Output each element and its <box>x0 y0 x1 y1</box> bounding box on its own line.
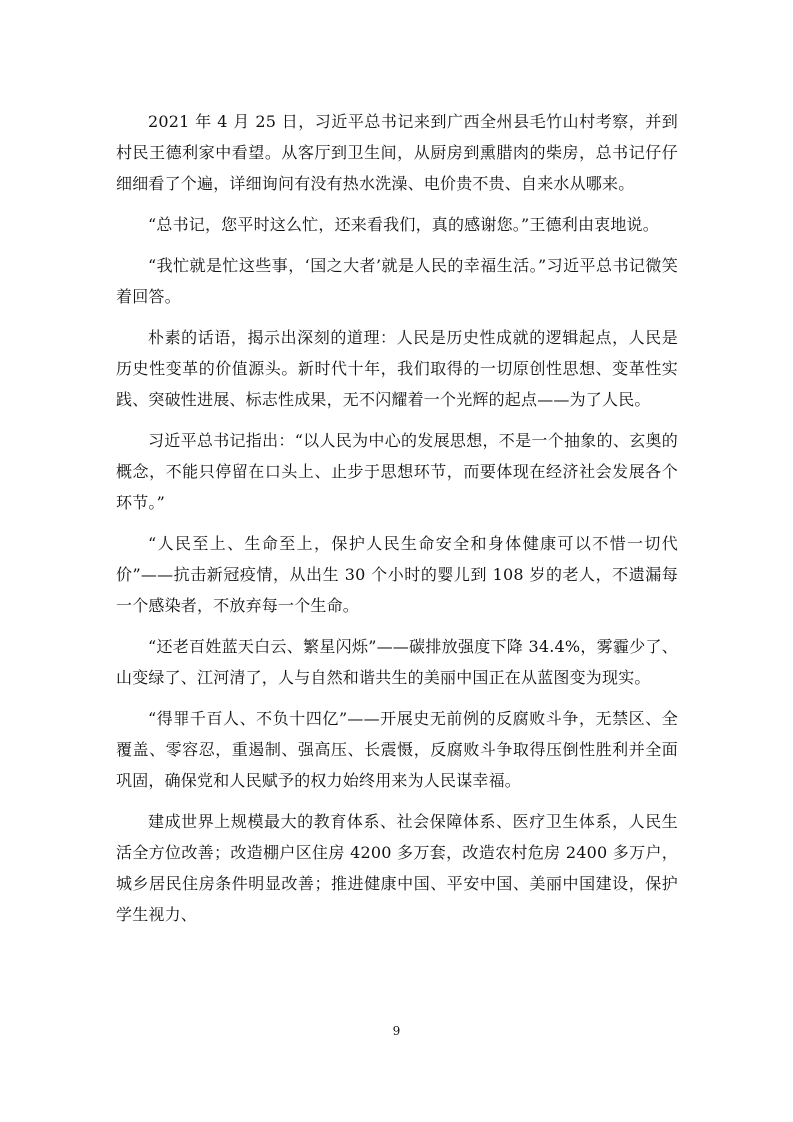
paragraph-7: “还老百姓蓝天白云、繁星闪烁”——碳排放强度下降 34.4%，雾霾少了、山变绿了、江河清了，人与自然和谐共生的美丽中国正在从蓝图变为现实。 <box>116 637 678 687</box>
paragraph-6: “人民至上、生命至上，保护人民生命安全和身体健康可以不惜一切代价”——抗击新冠疫情，从出生 30 个小时的婴儿到 108 岁的老人，不遗漏每一个感染者，不放弃每一个生命。 <box>116 534 678 615</box>
body-text <box>116 106 678 940</box>
paragraph-2: “总书记，您平时这么忙，还来看我们，真的感谢您。”王德利由衷地说。 <box>148 215 659 234</box>
paragraph-9: 建成世界上规模最大的教育体系、社会保障体系、医疗卫生体系，人民生活全方位改善；改造棚户区住房 4200 多万套，改造农村危房 2400 多万户，城乡居民住房条件明显改善；推进健康中国、平安中国、美丽中国建设，保护学生视力、 <box>116 812 678 924</box>
paragraph-1: 2021 年 4 月 25 日，习近平总书记来到广西全州县毛竹山村考察，并到村民王德利家中看望。从客厅到卫生间，从厨房到熏腊肉的柴房，总书记仔仔细细看了个遍，详细询问有没有热水洗澡、电价贵不贵、自来水从哪来。 <box>116 112 678 193</box>
paragraph-8: “得罪千百人、不负十四亿”——开展史无前例的反腐败斗争，无禁区、全覆盖、零容忍，重遏制、强高压、长震慑，反腐败斗争取得压倒性胜利并全面巩固，确保党和人民赋予的权力始终用来为人民谋幸福。 <box>116 709 678 790</box>
paragraph-5: 习近平总书记指出：“以人民为中心的发展思想，不是一个抽象的、玄奥的概念，不能只停留在口头上、止步于思想环节，而要体现在经济社会发展各个环节。” <box>116 431 678 512</box>
page-number: 9 <box>392 1024 401 1038</box>
paragraph-3: “我忙就是忙这些事，‘国之大者’就是人民的幸福生活。”习近平总书记微笑着回答。 <box>116 256 678 306</box>
paragraph-4: 朴素的话语，揭示出深刻的道理：人民是历史性成就的逻辑起点，人民是历史性变革的价值源头。新时代十年，我们取得的一切原创性思想、变革性实践、突破性进展、标志性成果，无不闪耀着一个光辉的起点——为了人民。 <box>116 328 678 409</box>
